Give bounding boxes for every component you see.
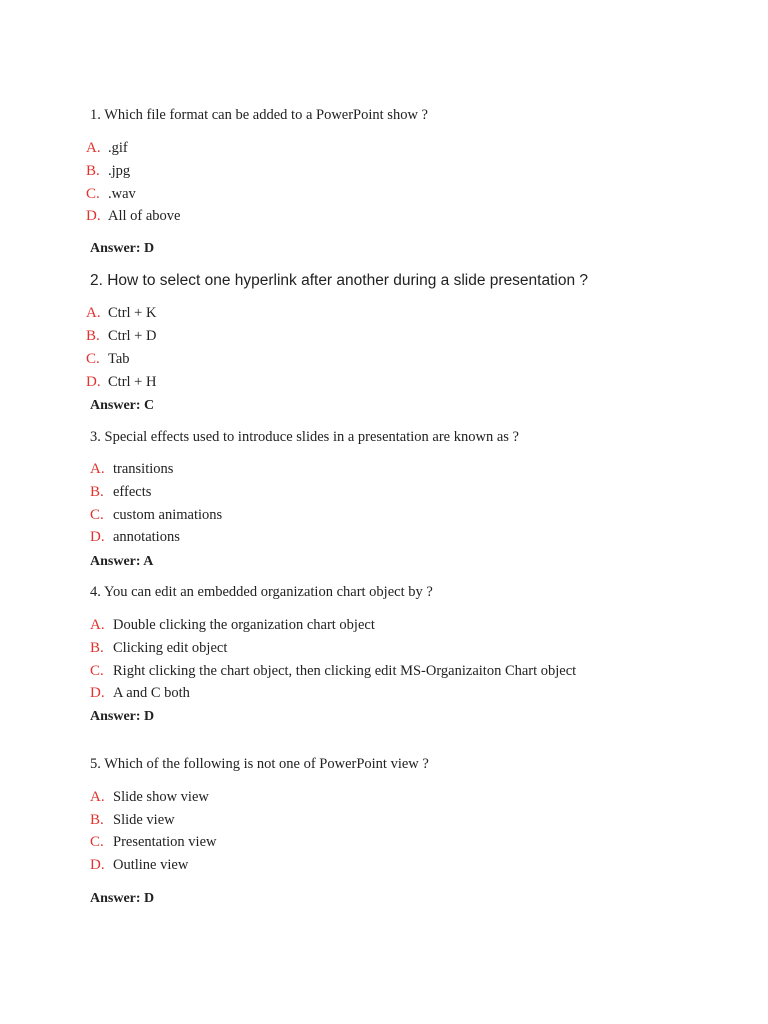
option-letter: B. xyxy=(86,163,100,179)
question-4-text: 4. You can edit an embedded organization chart object by ? xyxy=(90,584,433,600)
option-text: effects xyxy=(113,484,152,500)
question-3-option-b xyxy=(90,484,151,501)
option-text: .gif xyxy=(108,140,128,156)
question-3-option-c xyxy=(90,507,222,524)
option-text: Ctrl + K xyxy=(108,305,157,321)
question-4-option-b xyxy=(90,640,227,657)
option-text: Double clicking the organization chart object xyxy=(113,617,375,633)
question-4-option-a xyxy=(90,617,375,634)
question-2-option-a xyxy=(86,305,156,322)
question-5-text: 5. Which of the following is not one of PowerPoint view ? xyxy=(90,756,429,772)
question-1-option-d xyxy=(86,208,180,225)
question-2-answer: Answer: C xyxy=(90,398,155,413)
question-2-option-b xyxy=(86,328,156,345)
option-letter: C. xyxy=(90,834,104,850)
option-letter: D. xyxy=(90,685,105,701)
question-2-option-c xyxy=(86,351,130,368)
option-text: .jpg xyxy=(108,163,131,179)
question-2-option-d xyxy=(86,374,156,391)
question-4-option-c xyxy=(90,663,576,680)
question-3-option-d xyxy=(90,529,180,546)
question-1-option-c xyxy=(86,186,136,203)
option-letter: B. xyxy=(86,328,100,344)
option-letter: A. xyxy=(86,140,101,156)
option-letter: B. xyxy=(90,812,104,828)
option-text: Right clicking the chart object, then clicking edit MS-Organizaiton Chart object xyxy=(113,663,577,679)
option-letter: D. xyxy=(86,208,101,224)
option-letter: C. xyxy=(86,351,100,367)
option-text: .wav xyxy=(108,186,136,202)
option-letter: D. xyxy=(90,857,105,873)
question-5-option-a xyxy=(90,789,209,806)
option-letter: D. xyxy=(90,529,105,545)
option-text: Ctrl + H xyxy=(108,374,157,390)
option-text: Clicking edit object xyxy=(113,640,228,656)
option-text: Tab xyxy=(108,351,130,367)
question-3-option-a xyxy=(90,461,173,478)
question-5-option-c xyxy=(90,834,217,851)
option-text: Presentation view xyxy=(113,834,217,850)
question-2-text: 2. How to select one hyperlink after another during a slide presentation ? xyxy=(90,272,589,289)
option-letter: A. xyxy=(90,789,105,805)
option-text: Slide view xyxy=(113,812,175,828)
option-text: annotations xyxy=(113,529,180,545)
option-text: transitions xyxy=(113,461,174,477)
option-letter: C. xyxy=(86,186,100,202)
question-5-answer: Answer: D xyxy=(90,891,155,906)
question-1-answer: Answer: D xyxy=(90,241,155,256)
option-letter: C. xyxy=(90,663,104,679)
question-3-answer: Answer: A xyxy=(90,554,154,569)
option-letter: D. xyxy=(86,374,101,390)
question-4-option-d xyxy=(90,685,190,702)
option-letter: C. xyxy=(90,507,104,523)
question-4-answer: Answer: D xyxy=(90,709,155,724)
option-letter: B. xyxy=(90,484,104,500)
option-letter: A. xyxy=(90,461,105,477)
question-5-option-d xyxy=(90,857,188,874)
question-1-text: 1. Which file format can be added to a PowerPoint show ? xyxy=(90,107,428,123)
option-letter: A. xyxy=(86,305,101,321)
option-text: A and C both xyxy=(113,685,190,701)
question-1-option-a xyxy=(86,140,128,157)
option-text: custom animations xyxy=(113,507,223,523)
option-text: Outline view xyxy=(113,857,189,873)
question-1-option-b xyxy=(86,163,130,180)
option-text: Slide show view xyxy=(113,789,209,805)
question-3-text: 3. Special effects used to introduce slides in a presentation are known as ? xyxy=(90,429,519,445)
question-5-option-b xyxy=(90,812,175,829)
option-text: All of above xyxy=(108,208,181,224)
option-text: Ctrl + D xyxy=(108,328,157,344)
option-letter: A. xyxy=(90,617,105,633)
option-letter: B. xyxy=(90,640,104,656)
